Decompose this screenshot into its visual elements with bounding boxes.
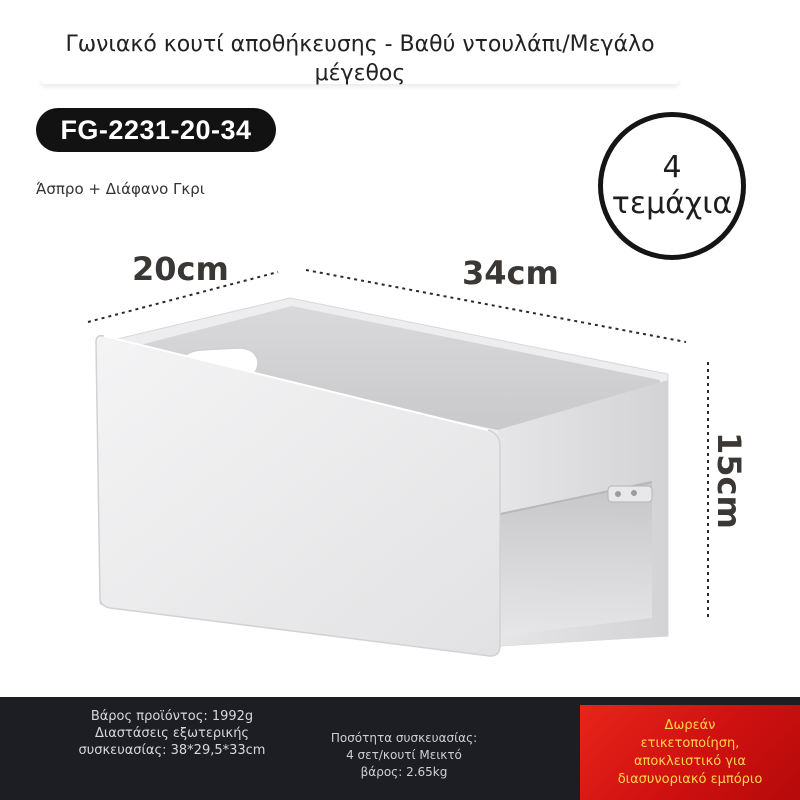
latch-clip xyxy=(608,486,652,502)
packing-spec-2: 4 σετ/κουτί Μεικτό xyxy=(346,748,462,762)
model-code-badge: FG-2231-20-34 xyxy=(36,108,276,152)
weight-spec: Βάρος προϊόντος: 1992g xyxy=(90,709,254,724)
packing-spec-3: βάρος: 2.65kg xyxy=(360,765,448,779)
height-label: 15cm xyxy=(710,432,748,529)
free-labeling-promo xyxy=(580,705,800,800)
product-specs xyxy=(56,708,288,759)
width-label: 20cm xyxy=(132,250,229,288)
title-line-2: μέγεθος xyxy=(314,61,406,86)
outer-dims-spec-2: συσκευασίας: 38*29,5*33cm xyxy=(78,743,266,758)
promo-line-1: Δωρεάν xyxy=(664,717,716,733)
color-option-label: Άσπρο + Διάφανο Γκρι xyxy=(36,180,205,198)
promo-line-2: ετικετοποίηση, xyxy=(640,735,740,751)
outer-dims-spec-1: Διαστάσεις εξωτερικής xyxy=(94,726,250,741)
title-line-1: Γωνιακό κουτί αποθήκευσης - Βαθύ ντουλάπι/Μεγάλο xyxy=(65,32,655,57)
quantity-number: 4 xyxy=(662,150,682,185)
length-label: 34cm xyxy=(462,254,559,292)
promo-line-4: διασυνοριακό εμπόριο xyxy=(617,771,763,787)
packing-spec-1: Ποσότητα συσκευασίας: xyxy=(330,731,478,745)
promo-line-3: αποκλειστικό για xyxy=(633,753,746,769)
quantity-unit: τεμάχια xyxy=(611,186,733,221)
packing-specs xyxy=(310,730,498,781)
